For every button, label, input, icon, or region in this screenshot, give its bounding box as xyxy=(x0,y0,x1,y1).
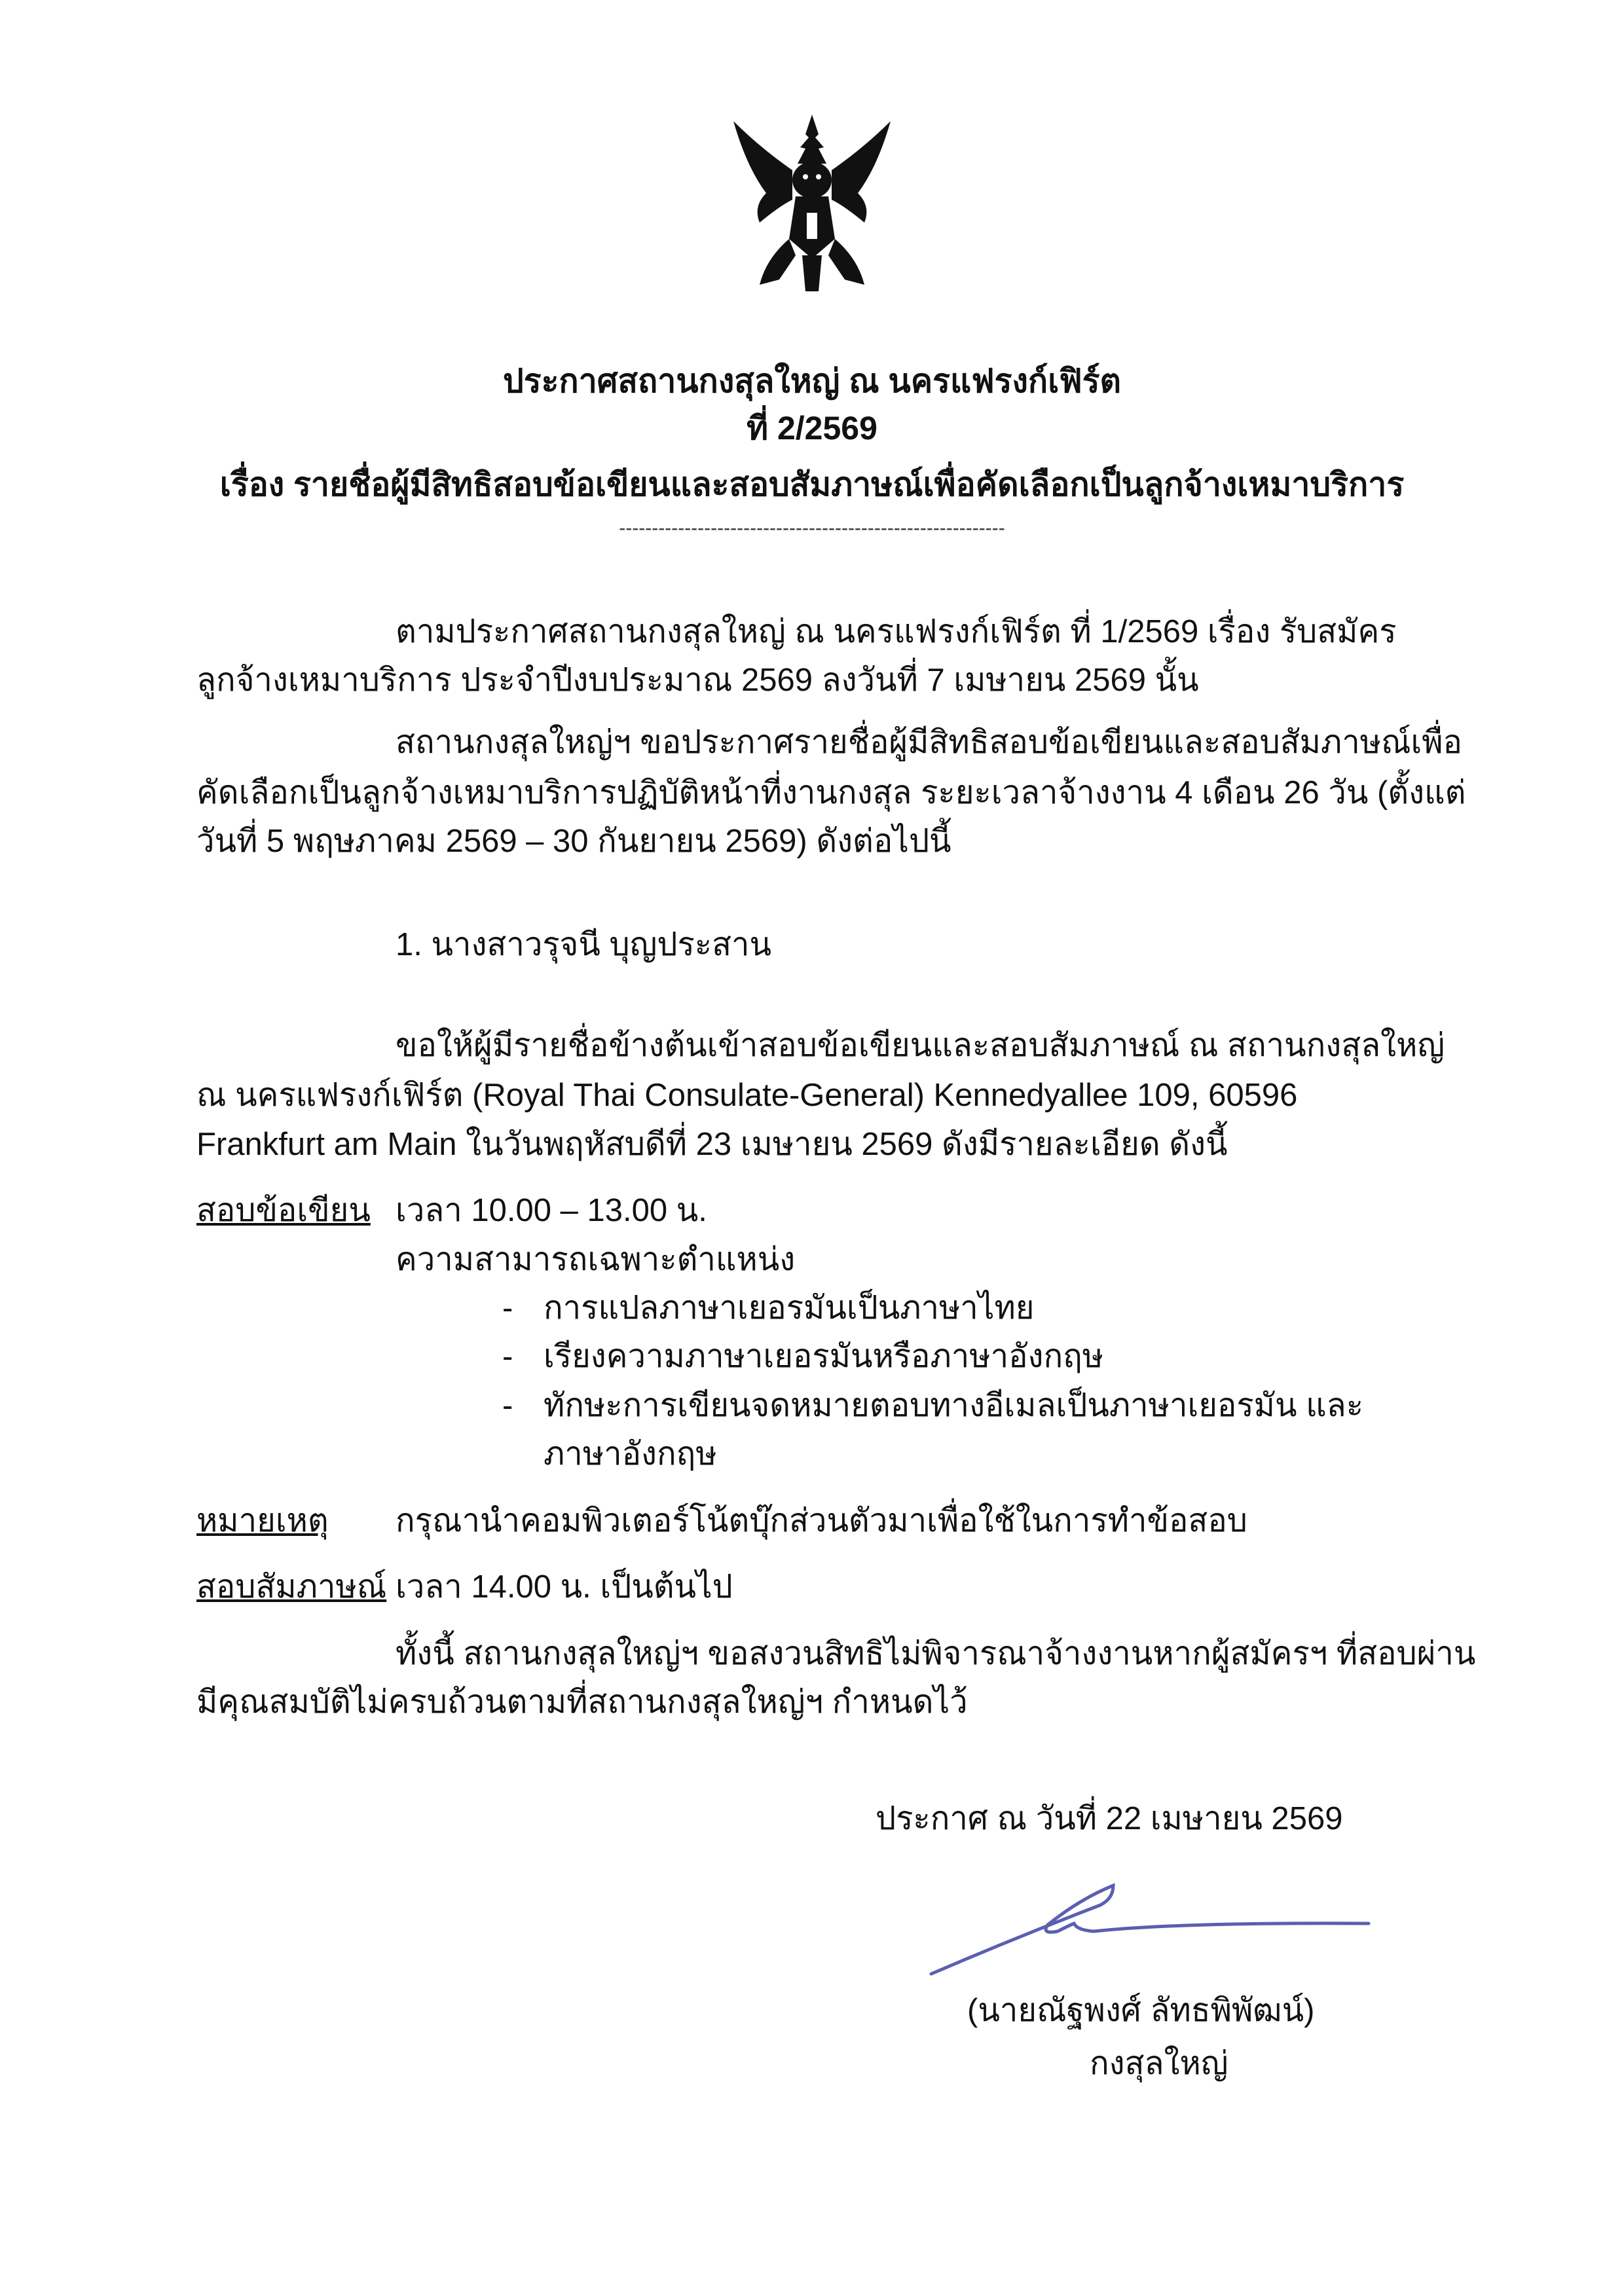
written-exam-subtitle: ความสามารถเฉพาะตำแหน่ง xyxy=(396,1242,796,1277)
written-exam-item: เรียงความภาษาเยอรมันหรือภาษาอังกฤษ xyxy=(544,1339,1104,1374)
paragraph-2-line: สถานกงสุลใหญ่ฯ ขอประกาศรายชื่อผู้มีสิทธิสอบข้อเขียนและสอบสัมภาษณ์เพื่อ xyxy=(396,725,1462,760)
garuda-emblem-icon xyxy=(720,108,904,298)
signer-name: (นายณัฐพงศ์ ลัทธพิพัฒน์) xyxy=(967,1993,1315,2028)
written-exam-item: การแปลภาษาเยอรมันเป็นภาษาไทย xyxy=(544,1290,1035,1326)
candidate-item: 1. นางสาวรุจนี บุญประสาน xyxy=(396,927,772,962)
paragraph-4-line: ทั้งนี้ สถานกงสุลใหญ่ฯ ขอสงวนสิทธิไม่พิจารณาจ้างงานหากผู้สมัครฯ ที่สอบผ่าน xyxy=(396,1636,1476,1671)
paragraph-3-line: ณ นครแฟรงก์เฟิร์ต (Royal Thai Consulate-General) Kennedyallee 109, 60596 xyxy=(196,1078,1298,1113)
paragraph-1-line: ลูกจ้างเหมาบริการ ประจำปีงบประมาณ 2569 ลงวันที่ 7 เมษายน 2569 นั้น xyxy=(196,663,1199,698)
divider: ----------------------------------------------------------- xyxy=(619,517,1005,539)
paragraph-2-line: วันที่ 5 พฤษภาคม 2569 – 30 กันยายน 2569) ดังต่อไปนี้ xyxy=(196,824,951,859)
bullet: - xyxy=(502,1388,513,1423)
note-text: กรุณานำคอมพิวเตอร์โน้ตบุ๊กส่วนตัวมาเพื่อใช้ในการทำข้อสอบ xyxy=(396,1503,1247,1539)
bullet: - xyxy=(502,1339,513,1374)
written-exam-item: ทักษะการเขียนจดหมายตอบทางอีเมลเป็นภาษาเยอรมัน และ xyxy=(544,1388,1364,1423)
announcement-title: ประกาศสถานกงสุลใหญ่ ณ นครแฟรงก์เฟิร์ต xyxy=(502,363,1122,399)
paragraph-4-line: มีคุณสมบัติไม่ครบถ้วนตามที่สถานกงสุลใหญ่ฯ กำหนดไว้ xyxy=(196,1685,968,1720)
signature-icon xyxy=(917,1859,1375,1977)
paragraph-1-line: ตามประกาศสถานกงสุลใหญ่ ณ นครแฟรงก์เฟิร์ต ที่ 1/2569 เรื่อง รับสมัคร xyxy=(396,614,1397,649)
written-exam-time: เวลา 10.00 – 13.00 น. xyxy=(396,1193,707,1228)
signer-title: กงสุลใหญ่ xyxy=(1090,2046,1228,2081)
note-label: หมายเหตุ xyxy=(196,1503,329,1539)
announcement-number: ที่ 2/2569 xyxy=(747,410,877,446)
announcement-subject: เรื่อง รายชื่อผู้มีสิทธิสอบข้อเขียนและสอบสัมภาษณ์เพื่อคัดเลือกเป็นลูกจ้างเหมาบริการ xyxy=(219,466,1405,503)
written-exam-label: สอบข้อเขียน xyxy=(196,1193,371,1228)
interview-text: เวลา 14.00 น. เป็นต้นไป xyxy=(396,1569,733,1605)
bullet: - xyxy=(502,1290,513,1326)
interview-label: สอบสัมภาษณ์ xyxy=(196,1569,387,1605)
paragraph-2-line: คัดเลือกเป็นลูกจ้างเหมาบริการปฏิบัติหน้าที่งานกงสุล ระยะเวลาจ้างงาน 4 เดือน 26 วัน (ตั้งแต่ xyxy=(196,775,1466,811)
paragraph-3-line: ขอให้ผู้มีรายชื่อข้างต้นเข้าสอบข้อเขียนและสอบสัมภาษณ์ ณ สถานกงสุลใหญ่ xyxy=(396,1028,1445,1063)
announcement-date: ประกาศ ณ วันที่ 22 เมษายน 2569 xyxy=(876,1801,1343,1836)
paragraph-3-line: Frankfurt am Main ในวันพฤหัสบดีที่ 23 เมษายน 2569 ดังมีรายละเอียด ดังนี้ xyxy=(196,1127,1228,1162)
written-exam-item: ภาษาอังกฤษ xyxy=(544,1436,717,1472)
